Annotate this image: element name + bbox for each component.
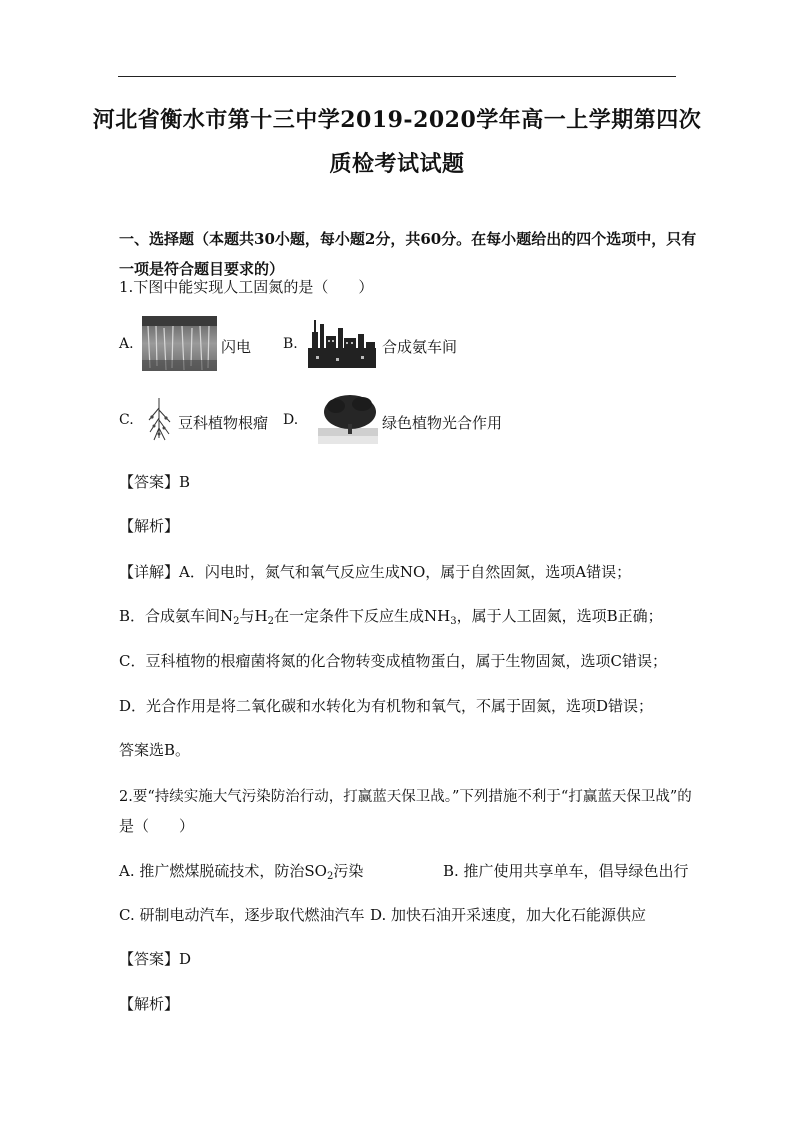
question-1-detail-a: 【详解】A．闪电时，氮气和氧气反应生成NO，属于自然固氮，选项A错误；: [119, 563, 632, 581]
question-2-stem-line1: 2.要“持续实施大气污染防治行动，打赢蓝天保卫战。”下列措施不利于“打赢蓝天保卫战”的: [119, 789, 692, 805]
question-1-conclusion: 答案选B。: [119, 741, 191, 759]
green-plant-photo: [318, 392, 378, 444]
page-title-line2: 质检考试试题: [329, 151, 465, 177]
section-heading-line2: 一项是符合题目要求的）: [119, 260, 285, 278]
question-2-option-c: C. 研制电动汽车，逐步取代燃油汽车: [119, 906, 365, 924]
question-1-detail-d: D．光合作用是将二氧化碳和水转化为有机物和氧气，不属于固氮，选项D错误；: [119, 697, 654, 715]
page-title-line1: 河北省衡水市第十三中学2019-2020学年高一上学期第四次: [92, 107, 702, 133]
option-c-caption: 豆科植物根瘤: [178, 414, 269, 432]
question-1-detail-c: C．豆科植物的根瘤菌将氮的化合物转变成植物蛋白，属于生物固氮，选项C错误；: [119, 652, 667, 670]
question-2-answer: 【答案】D: [119, 950, 192, 968]
question-1-detail-b: B．合成氨车间$N_2$与$H_2$在一定条件下反应生成$NH_3$，属于人工固氮，选项B正确；: [119, 607, 663, 627]
question-2-option-b: B. 推广使用共享单车，倡导绿色出行: [443, 862, 689, 880]
question-1-analysis-label: 【解析】: [119, 517, 180, 535]
question-2-analysis-label: 【解析】: [119, 995, 180, 1013]
option-b-letter: B.: [283, 336, 298, 352]
option-d-letter: D.: [283, 412, 299, 428]
question-1-stem: 1.下图中能实现人工固氮的是（ ）: [119, 278, 374, 296]
question-2-option-d: D. 加快石油开采速度，加大化石能源供应: [370, 906, 647, 924]
question-2-option-a: A. 推广燃煤脱硫技术，防治$SO_2$污染: [119, 862, 364, 882]
header-rule: [118, 76, 676, 77]
option-b-caption: 合成氨车间: [382, 338, 458, 356]
section-heading-line1: 一、选择题（本题共30小题，每小题2分，共60分。在每小题给出的四个选项中，只有: [119, 230, 697, 248]
ammonia-plant-photo: [306, 318, 378, 368]
option-c-letter: C.: [119, 412, 134, 428]
question-2-stem-line2: 是（ ）: [119, 817, 195, 835]
lightning-photo: [142, 316, 217, 371]
option-d-caption: 绿色植物光合作用: [382, 414, 503, 432]
legume-root-nodule-photo: [144, 398, 174, 442]
option-a-caption: 闪电: [221, 338, 252, 356]
option-a-letter: A.: [119, 336, 134, 352]
question-1-answer: 【答案】B: [119, 473, 191, 491]
